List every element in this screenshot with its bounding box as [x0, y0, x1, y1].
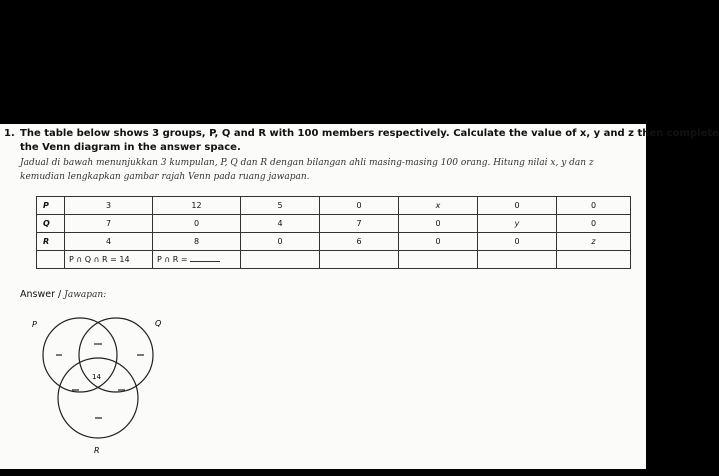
table-cell: 7 — [65, 215, 153, 233]
table-cell: 8 — [153, 233, 241, 251]
table-cell: 0 — [399, 215, 478, 233]
table-cell: 12 — [153, 197, 241, 215]
answer-label-malay: Jawapan: — [64, 290, 107, 300]
table-row-intersections — [37, 251, 631, 269]
table-cell: 0 — [478, 197, 557, 215]
venn-label-r: R — [94, 446, 100, 455]
table-cell: 4 — [65, 233, 153, 251]
table-row-p — [37, 197, 631, 215]
venn-diagram — [30, 310, 180, 460]
answer-separator: / — [55, 289, 65, 300]
venn-label-p: P — [32, 320, 37, 329]
table-row-r — [37, 233, 631, 251]
table-cell: 7 — [320, 215, 399, 233]
table-cell: 5 — [241, 197, 320, 215]
table-cell-empty — [37, 251, 65, 269]
table-cell: 0 — [557, 197, 631, 215]
table-cell-empty — [478, 251, 557, 269]
venn-circle-p — [43, 318, 117, 392]
answer-label-english: Answer — [20, 289, 55, 300]
table-cell: 0 — [399, 233, 478, 251]
table-cell: z — [557, 233, 631, 251]
table-cell: 3 — [65, 197, 153, 215]
intersection-pr-cell — [153, 251, 241, 269]
venn-circle-r — [58, 358, 138, 438]
row-label: P — [37, 197, 65, 215]
question-text-english-1: The table below shows 3 groups, P, Q and R with 100 members respectively. Calculate the value of x, y and z then complete — [20, 128, 719, 139]
intersection-pr-text: P ∩ R = — [157, 255, 188, 264]
table-cell: 4 — [241, 215, 320, 233]
question-text-english-2: the Venn diagram in the answer space. — [20, 142, 241, 153]
table-row-q — [37, 215, 631, 233]
question-number: 1. — [4, 128, 15, 139]
row-label: R — [37, 233, 65, 251]
intersection-all-cell — [65, 251, 153, 269]
groups-table — [36, 196, 631, 269]
row-label: Q — [37, 215, 65, 233]
table-cell: 0 — [241, 233, 320, 251]
question-text-malay-2: kemudian lengkapkan gambar rajah Venn pada ruang jawapan. — [20, 172, 310, 182]
table-cell: 0 — [478, 233, 557, 251]
table-cell: 0 — [557, 215, 631, 233]
venn-center-value: 14 — [92, 373, 101, 381]
table-cell: 6 — [320, 233, 399, 251]
table-cell: 0 — [153, 215, 241, 233]
table-cell-empty — [320, 251, 399, 269]
table-cell: y — [478, 215, 557, 233]
venn-label-q: Q — [155, 319, 162, 328]
table-cell: 0 — [320, 197, 399, 215]
question-text-malay-1: Jadual di bawah menunjukkan 3 kumpulan, P, Q dan R dengan bilangan ahli masing-masing 100 orang. Hitung nilai x, y dan z — [20, 158, 594, 168]
answer-blank[interactable] — [190, 255, 220, 262]
intersection-all-text: P ∩ Q ∩ R = 14 — [69, 255, 130, 264]
table-cell-empty — [557, 251, 631, 269]
table-cell: x — [399, 197, 478, 215]
table-cell-empty — [399, 251, 478, 269]
answer-label — [20, 289, 106, 300]
table-cell-empty — [241, 251, 320, 269]
